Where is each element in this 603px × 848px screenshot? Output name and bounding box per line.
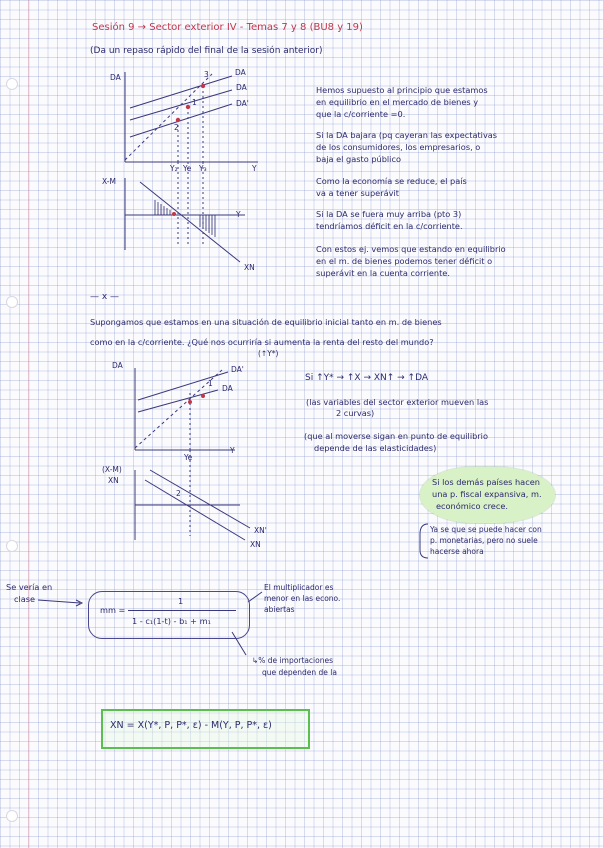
- green-note-line: una p. fiscal expansiva, m.: [432, 489, 542, 499]
- multiplier-comment: abiertas: [264, 605, 295, 614]
- question-line-1: Supongamos que estamos en una situación de equilibrio inicial tanto en m. de bienes: [90, 317, 442, 327]
- separator: — x —: [90, 292, 120, 302]
- multiplier-lhs: mm =: [100, 605, 126, 615]
- g1-tick-y3: Y₃: [199, 164, 207, 173]
- xn-formula: XN = X(Y*, P, P*, ε) - M(Y, P, P*, ε): [110, 720, 272, 731]
- note-line: Si la DA se fuera muy arriba (pto 3): [316, 209, 462, 219]
- bracket-note-line: hacerse ahora: [430, 547, 484, 556]
- g1-lower-y-label: X-M: [102, 177, 116, 186]
- note-line: de los consumidores, los empresarios, o: [316, 142, 481, 152]
- g1-y-label: DA: [110, 73, 121, 82]
- multiplier-denominator: 1 - c₁(1-t) - b₁ + m₁: [132, 616, 211, 626]
- g1-x-label: Y: [252, 164, 257, 173]
- note-line: que la c/corriente =0.: [316, 109, 406, 119]
- g1-curve-da-2: DA: [236, 83, 247, 92]
- g1-curve-da-1: DA: [235, 68, 246, 77]
- note-line: Con estos ej. vemos que estando en equilibrio: [316, 244, 506, 254]
- side-note-line: clase: [14, 594, 36, 604]
- g2-xn-label: XN: [250, 540, 261, 549]
- fraction-bar: [128, 610, 236, 611]
- g2-curve-da-prime: DA': [231, 365, 244, 374]
- note-line: en equilibrio en el mercado de bienes y: [316, 97, 479, 107]
- g1-point-2: 2: [174, 123, 179, 132]
- question-line-2: como en la c/corriente. ¿Qué nos ocurriría si aumenta la renta del resto del mundo?: [90, 337, 434, 347]
- g2-xn-prime-label: XN': [254, 526, 267, 535]
- effect-note-2b: depende de las elasticidades): [314, 443, 437, 453]
- page-subtitle: (Da un repaso rápido del final de la sesión anterior): [90, 46, 323, 56]
- green-note-line: Si los demás países hacen: [432, 477, 540, 487]
- g1-lower-x-label: Y: [236, 210, 241, 219]
- g2-y-label: DA: [112, 361, 123, 370]
- effect-note-2a: (que al moverse sigan en punto de equilibrio: [304, 431, 488, 441]
- g1-xn-label: XN: [244, 263, 255, 272]
- g2-lower-y-label: (X-M): [102, 465, 122, 474]
- g1-point-3: 3: [204, 70, 209, 79]
- multiplier-numerator: 1: [178, 596, 184, 606]
- g2-point-1: 1: [208, 379, 213, 388]
- page-title: Sesión 9 → Sector exterior IV - Temas 7 y 8 (BU8 y 19): [92, 22, 363, 33]
- bracket-note-line: p. monetarias, pero no suele: [430, 536, 538, 545]
- multiplier-comment: menor en las econo.: [264, 594, 341, 603]
- g1-curve-da-3: DA': [236, 99, 249, 108]
- bracket-note-line: Ya se que se puede hacer con: [430, 525, 542, 534]
- g1-tick-ye: Ye: [183, 164, 192, 173]
- import-comment: ↳% de importaciones: [252, 656, 333, 665]
- g2-tick-ye: Ye: [184, 453, 193, 462]
- import-comment: que dependen de la: [262, 668, 337, 677]
- note-line: Como la economía se reduce, el país: [316, 176, 467, 186]
- g1-tick-y2: Y₂: [170, 164, 178, 173]
- effect-note-1b: 2 curvas): [336, 408, 375, 418]
- g2-point-2: 2: [176, 489, 181, 498]
- g2-x-label: Y: [230, 446, 235, 455]
- note-line: tendríamos déficit en la c/corriente.: [316, 221, 463, 231]
- effect-note-1a: (las variables del sector exterior mueven las: [306, 397, 489, 407]
- note-line: Hemos supuesto al principio que estamos: [316, 85, 488, 95]
- effect-chain: Si ↑Y* → ↑X → XN↑ → ↑DA: [305, 373, 429, 383]
- note-line: baja el gasto público: [316, 154, 401, 164]
- g1-point-1: 1: [192, 98, 197, 107]
- green-note-line: económico crece.: [436, 501, 508, 511]
- side-note-line: Se vería en: [6, 582, 53, 592]
- note-line: superávit en la cuenta corriente.: [316, 268, 450, 278]
- g2-lower-y-label-2: XN: [108, 476, 119, 485]
- note-line: Si la DA bajara (pq cayeran las expectativas: [316, 130, 498, 140]
- question-annotation: (↑Y*): [258, 349, 279, 358]
- multiplier-comment: El multiplicador es: [264, 583, 334, 592]
- g2-curve-da: DA: [222, 384, 233, 393]
- note-line: va a tener superávit: [316, 188, 399, 198]
- note-line: en el m. de bienes podemos tener déficit o: [316, 256, 493, 266]
